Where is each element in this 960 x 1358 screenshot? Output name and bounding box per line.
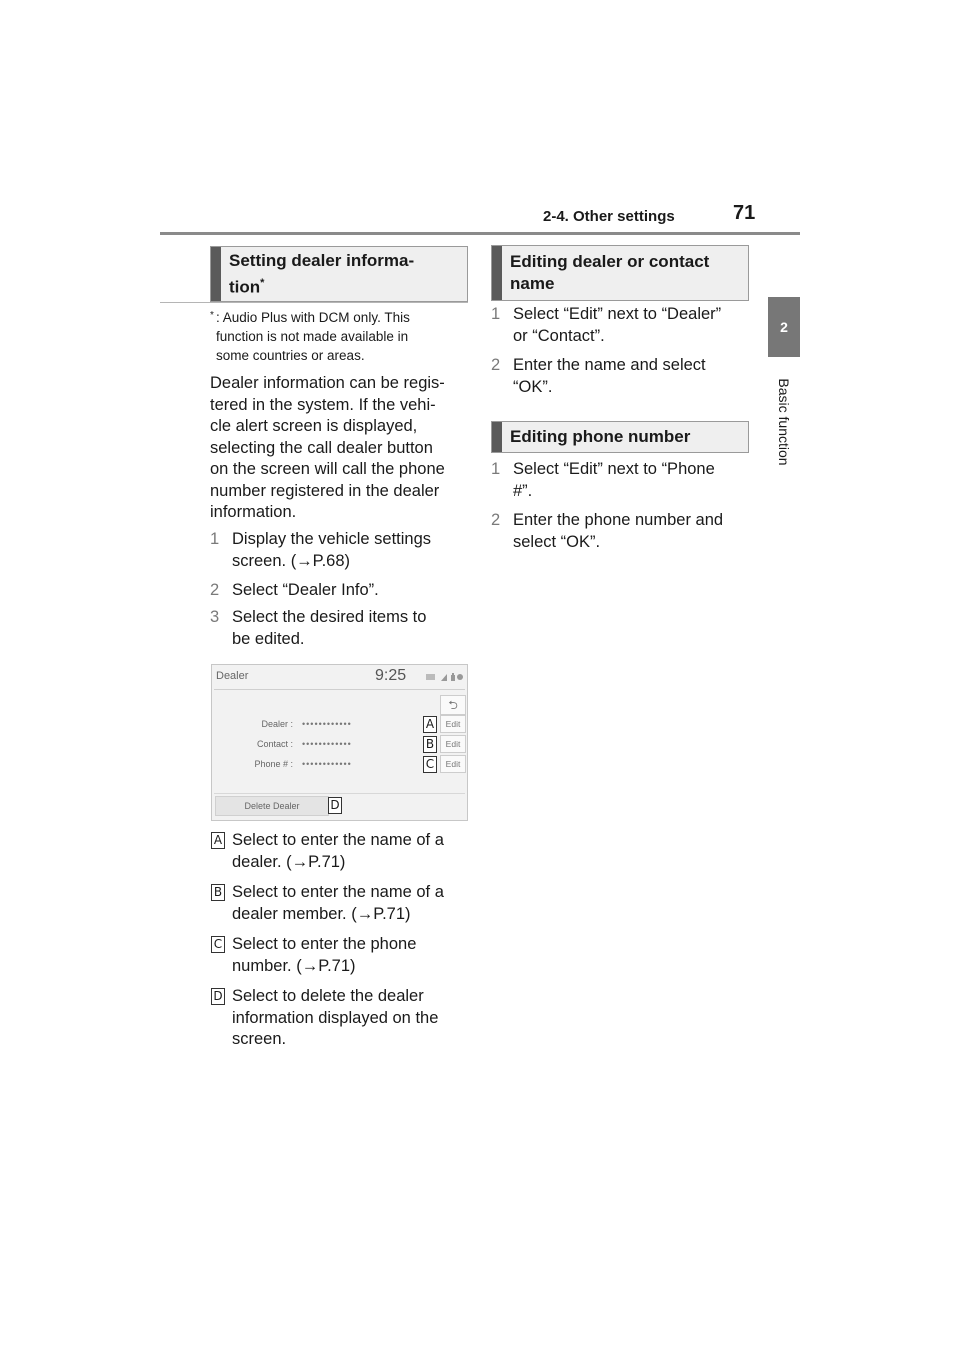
name-step-1	[491, 304, 751, 348]
back-icon[interactable]: ⮌	[440, 695, 466, 715]
legend-text-c: Select to enter the phone number. (→P.71)	[232, 935, 417, 975]
step-2	[210, 580, 470, 602]
name-step-2	[491, 355, 751, 399]
delete-dealer-button[interactable]: Delete Dealer	[215, 796, 329, 816]
step-number: 1	[491, 460, 501, 478]
step-number: 1	[491, 305, 501, 323]
phone-step-1	[491, 459, 751, 503]
step-text: Select “Dealer Info”.	[232, 581, 379, 599]
chapter-label: Basic function	[776, 378, 792, 466]
step-text: Select the desired items to be edited.	[232, 608, 427, 648]
step-number: 2	[210, 581, 220, 599]
screen-footer-rule	[214, 793, 465, 794]
legend-marker-c: C	[211, 936, 225, 953]
dealer-row-value: ••••••••••••	[302, 719, 352, 729]
status-bar-icon	[426, 672, 464, 682]
step-number: 2	[491, 511, 501, 529]
legend-text-d: Select to delete the dealer information displayed on the screen.	[232, 987, 439, 1048]
section-title: Editing phone number	[510, 427, 691, 446]
footnote-mark: *	[210, 310, 214, 321]
legend-marker-d: D	[211, 988, 225, 1005]
section-header-editing-phone	[491, 421, 749, 453]
legend-marker-a: A	[211, 832, 225, 849]
legend-text-a: Select to enter the name of a dealer. (→P.71)	[232, 831, 444, 871]
contact-row-label: Contact :	[256, 739, 293, 749]
contact-edit-button[interactable]: Edit	[440, 735, 466, 753]
section-header-bar	[211, 247, 221, 301]
page-number: 71	[733, 202, 756, 224]
footnote-asterisk: *	[260, 276, 265, 289]
section-header-bar	[492, 246, 502, 300]
screen-clock: 9:25	[375, 667, 407, 684]
screen-header-rule	[214, 689, 465, 690]
marker-d: D	[328, 797, 342, 814]
step-text: Enter the phone number and select “OK”.	[513, 511, 724, 551]
legend-marker-b: B	[211, 884, 225, 901]
section-title: Editing dealer or contact name	[510, 252, 710, 293]
step-text: Select “Edit” next to “Phone #”.	[513, 460, 715, 500]
section-underline	[160, 302, 468, 303]
section-header-bar	[492, 422, 502, 452]
step-text: Display the vehicle settings screen. (→P.68)	[232, 530, 432, 570]
section-title: Setting dealer informa- tion*	[229, 250, 415, 297]
dealer-edit-button[interactable]: Edit	[440, 715, 466, 733]
intro-paragraph: Dealer information can be regis- tered in the system. If the vehi- cle alert screen is displayed, selecting the call dealer button on the screen will call the phone number registered in the dealer information.	[210, 374, 445, 521]
section-header-setting-dealer	[210, 246, 468, 302]
phone-row-value: ••••••••••••	[302, 759, 352, 769]
chapter-tab	[768, 297, 800, 357]
phone-step-2	[491, 510, 751, 554]
footnote	[210, 308, 470, 365]
chapter-number: 2	[780, 319, 788, 335]
footnote-text: : Audio Plus with DCM only. This function is not made available in some countries or areas.	[216, 310, 410, 363]
step-text: Select “Edit” next to “Dealer” or “Contact”.	[513, 305, 722, 345]
step-number: 1	[210, 530, 220, 548]
phone-row-label: Phone # :	[254, 759, 293, 769]
phone-edit-button[interactable]: Edit	[440, 755, 466, 773]
step-number: 3	[210, 608, 220, 626]
dealer-screen-illustration	[211, 664, 468, 821]
marker-c: C	[423, 756, 437, 773]
marker-b: B	[423, 736, 437, 753]
step-1	[210, 529, 470, 573]
dealer-row-label: Dealer :	[261, 719, 293, 729]
section-header-editing-name	[491, 245, 749, 301]
marker-a: A	[423, 716, 437, 733]
header-rule	[160, 232, 800, 235]
screen-title: Dealer	[216, 670, 249, 682]
legend-text-b: Select to enter the name of a dealer member. (→P.71)	[232, 883, 444, 923]
contact-row-value: ••••••••••••	[302, 739, 352, 749]
section-heading: 2-4. Other settings	[543, 208, 675, 225]
step-text: Enter the name and select “OK”.	[513, 356, 706, 396]
status-icons	[426, 672, 464, 684]
step-3	[210, 607, 470, 651]
chapter-label-container	[766, 367, 802, 477]
step-number: 2	[491, 356, 501, 374]
